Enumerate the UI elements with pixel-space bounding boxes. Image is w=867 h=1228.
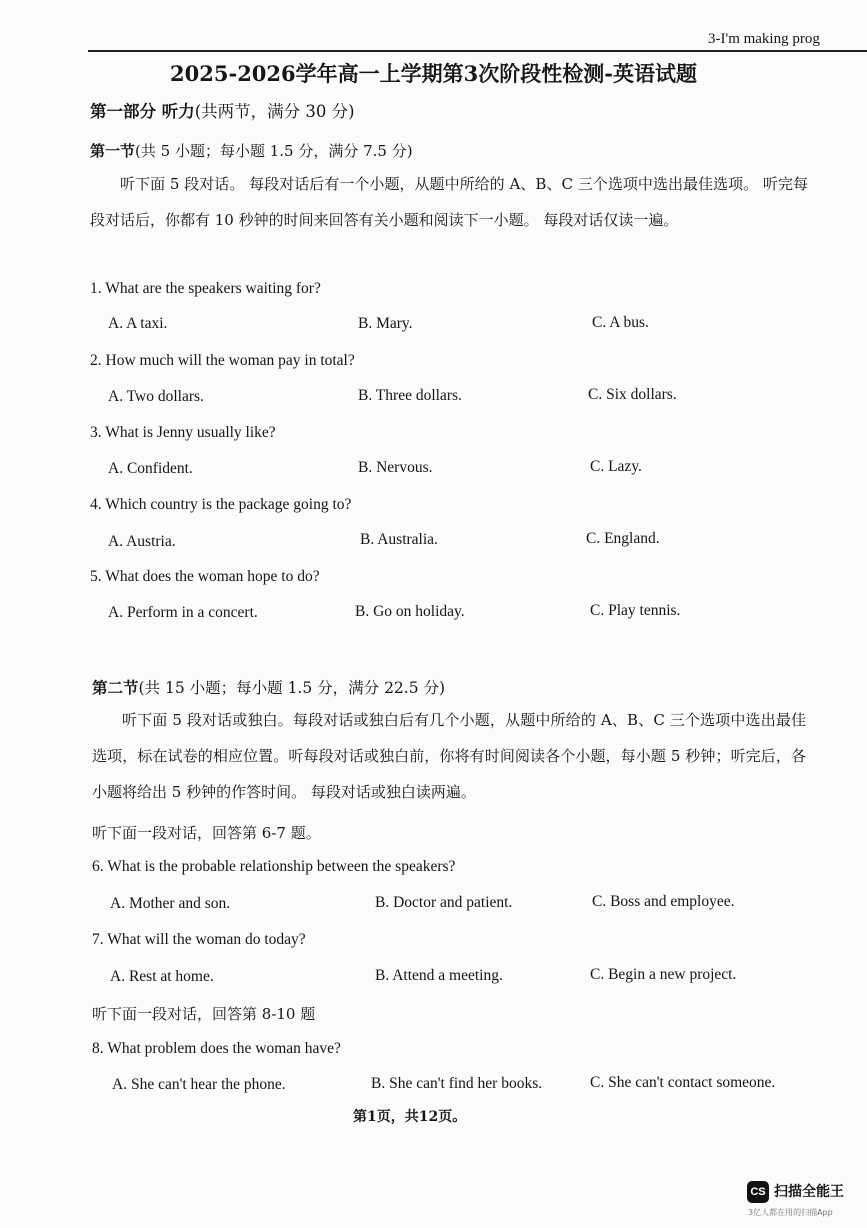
part1-heading <box>90 98 355 122</box>
q6-option-c: C. Boss and employee. <box>592 893 735 910</box>
watermark-subtitle: 3亿人都在用的扫描App <box>748 1208 833 1217</box>
q6-option-a: A. Mother and son. <box>110 895 231 912</box>
q3-option-b: B. Nervous. <box>358 459 433 476</box>
camscanner-logo-icon: CS <box>747 1181 769 1203</box>
section1-instructions <box>90 166 808 238</box>
q6-option-b: B. Doctor and patient. <box>375 894 513 911</box>
question-8: 8. What problem does the woman have? <box>92 1040 341 1057</box>
question-7: 7. What will the woman do today? <box>92 931 306 948</box>
section2-note: (共 15 小题；每小题 1.5 分，满分 22.5 分) <box>138 679 446 697</box>
watermark-name: 扫描全能王 <box>774 1184 844 1200</box>
question-4: 4. Which country is the package going to? <box>90 496 352 513</box>
question-3: 3. What is Jenny usually like? <box>90 424 276 441</box>
q5-option-a: A. Perform in a concert. <box>108 604 258 621</box>
section2-instructions <box>92 702 806 810</box>
q3-option-c: C. Lazy. <box>590 458 642 475</box>
q5-option-b: B. Go on holiday. <box>355 603 465 620</box>
section1-heading-text: 第一节 <box>90 142 136 160</box>
q4-option-a: A. Austria. <box>108 533 176 550</box>
header-rule <box>88 50 867 52</box>
part1-heading-text: 第一部分 听力 <box>90 102 195 121</box>
q8-option-b: B. She can't find her books. <box>371 1075 543 1092</box>
q2-option-b: B. Three dollars. <box>358 387 462 404</box>
q3-option-a: A. Confident. <box>108 460 193 477</box>
q2-option-c: C. Six dollars. <box>588 386 677 403</box>
lead-6-7: 听下面一段对话，回答第 6-7 题。 <box>92 824 321 842</box>
q1-option-c: C. A bus. <box>592 314 649 331</box>
q4-option-c: C. England. <box>586 530 660 547</box>
q7-option-c: C. Begin a new project. <box>590 966 737 983</box>
page-title: 2025-2026学年高一上学期第3次阶段性检测-英语试题 <box>170 61 697 86</box>
q7-option-a: A. Rest at home. <box>110 968 214 985</box>
q8-option-a: A. She can't hear the phone. <box>112 1076 286 1093</box>
question-1: 1. What are the speakers waiting for? <box>90 280 321 297</box>
q4-option-b: B. Australia. <box>360 531 438 548</box>
header-tag: 3-I'm making prog <box>708 31 820 47</box>
question-5: 5. What does the woman hope to do? <box>90 568 320 585</box>
q2-option-a: A. Two dollars. <box>108 388 204 405</box>
scanner-watermark <box>747 1178 865 1224</box>
q7-option-b: B. Attend a meeting. <box>375 967 503 984</box>
lead-8-10: 听下面一段对话，回答第 8-10 题 <box>92 1005 316 1023</box>
section2-heading-text: 第二节 <box>92 678 139 697</box>
q5-option-c: C. Play tennis. <box>590 602 681 619</box>
section2-instructions-text: 听下面 5 段对话或独白。每段对话或独白后有几个小题，从题中所给的 A、B、C 三个选项中选出最佳选项，标在试卷的相应位置。听每段对话或独白前，你将有时间阅读各个小题，每小题 5 秒钟；听完后，各小题将给出 5 秒钟的作答时间。 每段对话或独白读两遍。 <box>92 711 806 801</box>
question-2: 2. How much will the woman pay in total? <box>90 352 355 369</box>
section2-heading <box>92 676 445 698</box>
section1-note: (共 5 小题；每小题 1.5 分，满分 7.5 分) <box>135 142 413 160</box>
q1-option-b: B. Mary. <box>358 315 413 332</box>
question-6: 6. What is the probable relationship between the speakers? <box>92 858 456 875</box>
part1-note: (共两节，满分 30 分) <box>194 102 355 121</box>
page-number: 第1页，共12页。 <box>353 1109 467 1125</box>
q1-option-a: A. A taxi. <box>108 315 168 332</box>
section1-instructions-text: 听下面 5 段对话。 每段对话后有一个小题，从题中所给的 A、B、C 三个选项中选出最佳选项。 听完每段对话后，你都有 10 秒钟的时间来回答有关小题和阅读下一小题。 每段对话仅读一遍。 <box>90 175 808 229</box>
section1-heading <box>90 140 413 161</box>
q8-option-c: C. She can't contact someone. <box>590 1074 776 1091</box>
